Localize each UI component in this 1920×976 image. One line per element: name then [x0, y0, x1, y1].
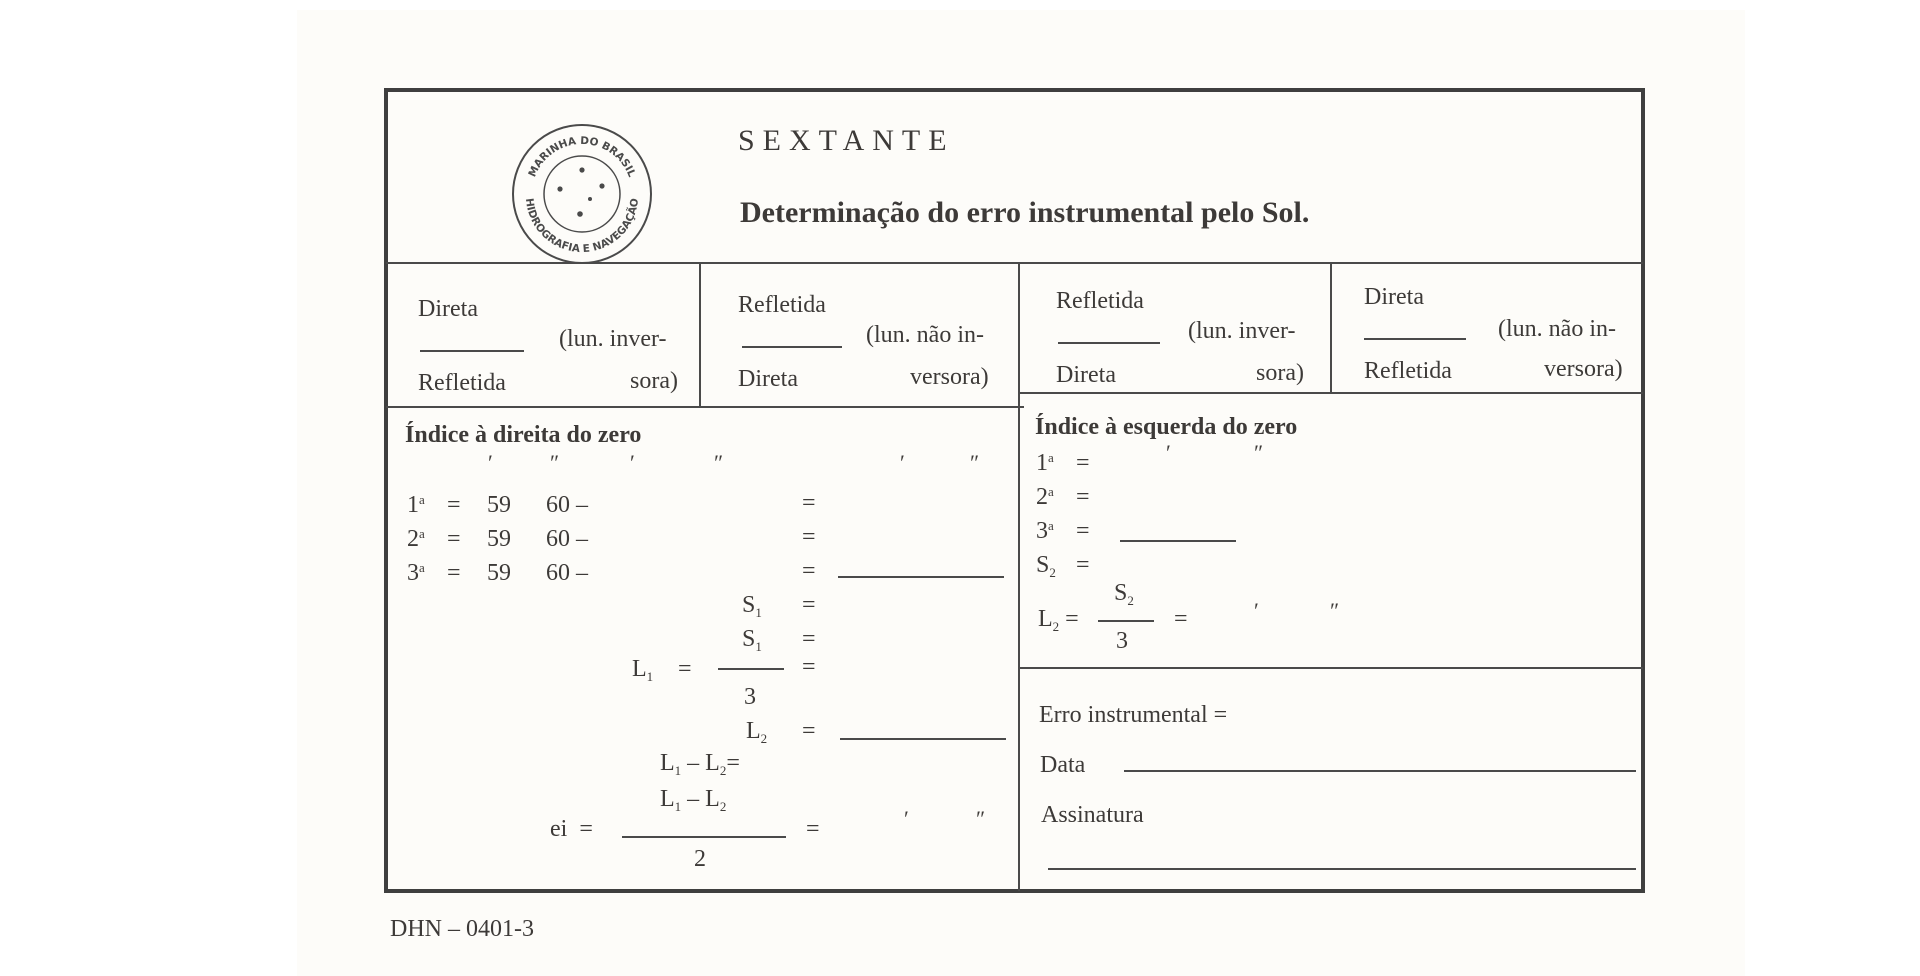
mode-1-bottom: Refletida: [418, 370, 506, 396]
left-row-1-result-eq: =: [802, 490, 816, 516]
form-subtitle: Determinação do erro instrumental pelo Sol.: [740, 196, 1310, 229]
left-second-mark-1: ″: [550, 450, 560, 475]
left-ei-label: ei =: [550, 816, 593, 842]
left-heading: Índice à direita do zero: [405, 422, 642, 448]
left-second-mark-3: ″: [970, 450, 980, 475]
southern-cross-icon: [557, 167, 604, 216]
right-l2-fraction-line: [1098, 620, 1154, 622]
mode-3-note-2: sora): [1256, 360, 1304, 386]
mode-3-bottom: Direta: [1056, 362, 1116, 388]
seal-graphic: [510, 122, 655, 267]
right-l2-second-mark: ″: [1330, 598, 1340, 623]
mode-2-bottom: Direta: [738, 366, 798, 392]
left-l1-eq: =: [678, 656, 692, 682]
left-row-3-deg: 59: [487, 560, 511, 586]
left-ei-fraction-line: [622, 836, 786, 838]
left-s1-numerator: $S_1$: [742, 626, 762, 654]
right-row-1-eq: =: [1076, 450, 1090, 476]
left-row-2-sec: 60 –: [546, 526, 588, 552]
left-row-2-result-eq: =: [802, 524, 816, 550]
form-code: DHN – 0401-3: [390, 916, 534, 942]
left-minute-mark-1: ′: [488, 450, 493, 475]
right-second-mark: ″: [1254, 440, 1264, 465]
mode-4-fraction-line: [1364, 338, 1466, 340]
left-row-3-result-eq: =: [802, 558, 816, 584]
mode-4-top: Direta: [1364, 284, 1424, 310]
left-row-3-label: 3$^a$: [407, 560, 425, 586]
left-l1-label: $L_1$: [632, 656, 654, 684]
left-l2-eq: =: [802, 718, 816, 744]
right-row-3-label: 3$^a$: [1036, 518, 1054, 544]
left-minute-mark-2: ′: [630, 450, 635, 475]
erro-instrumental-label: Erro instrumental =: [1039, 702, 1228, 728]
left-s1-label: $S_1$: [742, 592, 762, 620]
left-row-1-label: 1$^a$: [407, 492, 425, 518]
assinatura-label: Assinatura: [1041, 802, 1144, 828]
mode-2-fraction-line: [742, 346, 842, 348]
left-minute-mark-3: ′: [900, 450, 905, 475]
right-l2-minute-mark: ′: [1254, 598, 1259, 623]
right-row-2-label: 2$^a$: [1036, 484, 1054, 510]
mode-3-note-1: (lun. inver-: [1188, 318, 1296, 344]
left-row-2-deg: 59: [487, 526, 511, 552]
left-l1-result-eq: =: [802, 654, 816, 680]
mode-1-note-2: sora): [630, 368, 678, 394]
assinatura-field-line[interactable]: [1048, 868, 1636, 870]
left-l1-fraction-line: [718, 668, 784, 670]
left-s1-eq: =: [802, 592, 816, 618]
left-l2-line: [840, 738, 1006, 740]
mode-4-bottom: Refletida: [1364, 358, 1452, 384]
left-l1-minus-l2: $L_1 - L_2=$: [660, 750, 740, 778]
right-l2-divisor: 3: [1116, 628, 1128, 654]
left-ei-minute-mark: ′: [904, 806, 909, 831]
mode-2-top: Refletida: [738, 292, 826, 318]
left-second-mark-2: ″: [714, 450, 724, 475]
right-s2-eq: =: [1076, 552, 1090, 578]
navy-seal: [510, 122, 655, 267]
svg-text:HIDROGRAFIA E NAVEGAÇÃO: HIDROGRAFIA E NAVEGAÇÃO: [522, 197, 642, 256]
right-row-3-eq: =: [1076, 518, 1090, 544]
left-ei-divisor: 2: [694, 846, 706, 872]
data-label: Data: [1040, 752, 1086, 778]
mode-2-note-1: (lun. não in-: [866, 322, 984, 348]
mode-1-note-1: (lun. inver-: [559, 326, 667, 352]
left-row-2-eq: =: [447, 526, 461, 552]
modes-divider-left: [386, 406, 1024, 408]
right-l2-result-eq: =: [1174, 606, 1188, 632]
svg-text:MARINHA DO BRASIL: MARINHA DO BRASIL: [526, 134, 638, 179]
left-row-1-deg: 59: [487, 492, 511, 518]
mode-4-note-2: versora): [1544, 356, 1623, 382]
mode-4-note-1: (lun. não in-: [1498, 316, 1616, 342]
form-title: SEXTANTE: [738, 124, 955, 157]
left-l1-divisor: 3: [744, 684, 756, 710]
left-ei-result-eq: =: [806, 816, 820, 842]
left-ei-numerator: $L_1 - L_2$: [660, 786, 727, 814]
left-ei-second-mark: ″: [976, 806, 986, 831]
left-row-1-sec: 60 –: [546, 492, 588, 518]
left-row-3-sec: 60 –: [546, 560, 588, 586]
left-l2-label: $L_2$: [746, 718, 768, 746]
left-sum-line: [838, 576, 1004, 578]
modes-col-sep-2: [1018, 264, 1020, 891]
right-box-divider: [1020, 667, 1643, 669]
right-row-1-label: 1$^a$: [1036, 450, 1054, 476]
right-s2-label: $S_2$: [1036, 552, 1056, 580]
mode-3-top: Refletida: [1056, 288, 1144, 314]
right-heading: Índice à esquerda do zero: [1035, 414, 1298, 440]
left-s1-numerator-eq: =: [802, 626, 816, 652]
modes-col-sep-1: [699, 264, 701, 407]
right-l2-label: $L_2$ =: [1038, 606, 1079, 634]
left-row-3-eq: =: [447, 560, 461, 586]
left-row-2-label: 2$^a$: [407, 526, 425, 552]
right-sum-line: [1120, 540, 1236, 542]
right-row-2-eq: =: [1076, 484, 1090, 510]
right-minute-mark: ′: [1166, 440, 1171, 465]
mode-3-fraction-line: [1058, 342, 1160, 344]
mode-2-note-2: versora): [910, 364, 989, 390]
data-field-line[interactable]: [1124, 770, 1636, 772]
mode-1-fraction-line: [420, 350, 524, 352]
modes-col-sep-3: [1330, 264, 1332, 393]
right-s2-numerator: $S_2$: [1114, 580, 1134, 608]
mode-1-top: Direta: [418, 296, 478, 322]
left-row-1-eq: =: [447, 492, 461, 518]
